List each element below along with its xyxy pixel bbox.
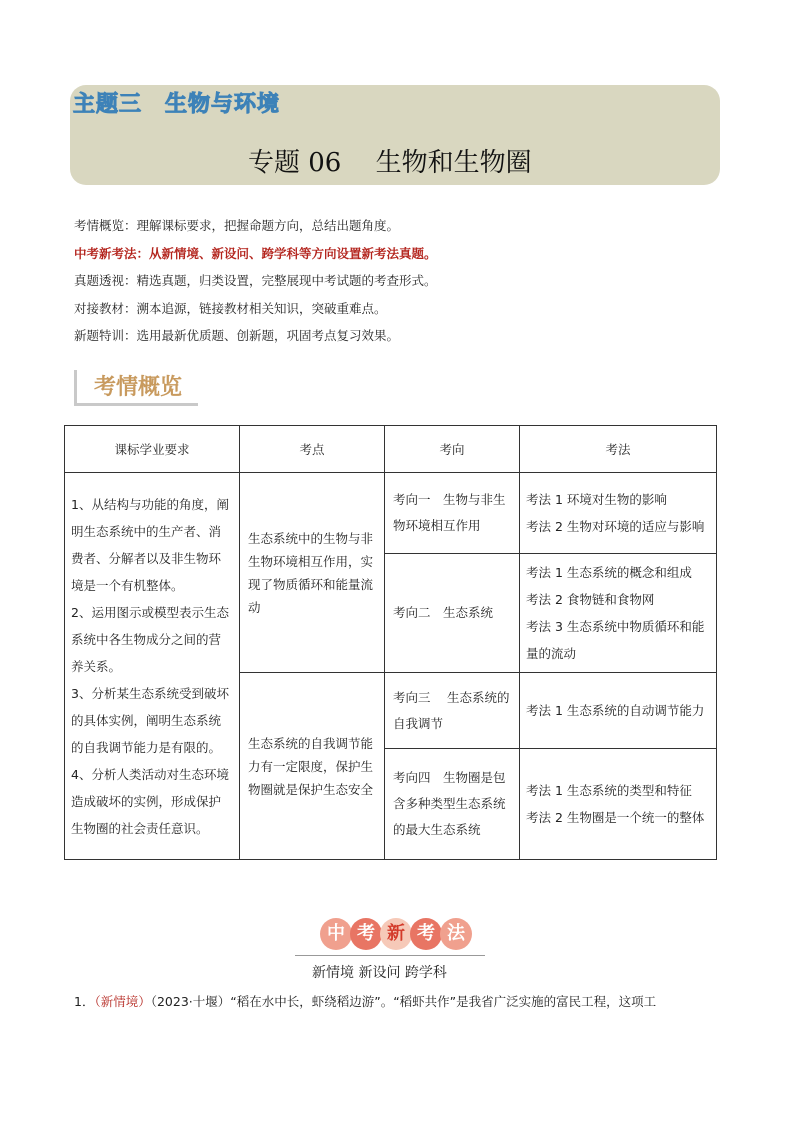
- requirements-text: [71, 491, 233, 842]
- overview-table: [64, 425, 717, 860]
- kaodian-cell: 生态系统中的生物与非生物环境相互作用，实现了物质循环和能量流动: [240, 473, 385, 673]
- requirements-cell: [65, 473, 240, 860]
- kaofa-item: 考法 2 生物圈是一个统一的整体: [526, 810, 705, 825]
- kaoxiang-cell: 考向一 生物与非生物环境相互作用: [385, 473, 520, 554]
- kaoxiang-cell: 考向二 生态系统: [385, 554, 520, 673]
- section-heading: [74, 368, 198, 406]
- intro-line: 对接教材：溯本追源，链接教材相关知识，突破重难点。: [74, 300, 387, 316]
- kaofa-item: 考法 1 环境对生物的影响: [526, 492, 667, 507]
- kaofa-item: 考法 2 生物对环境的适应与影响: [526, 519, 705, 534]
- kaofa-item: 考法 2 食物链和食物网: [526, 592, 655, 607]
- question-number: 1．: [74, 994, 95, 1009]
- kaofa-item: 考法 1 生态系统的概念和组成: [526, 565, 692, 580]
- badge-subtitle: 新情境 新设问 跨学科: [312, 965, 447, 981]
- kaofa-item: 考法 1 生态系统的类型和特征: [526, 783, 692, 798]
- badge-char: 考: [350, 918, 382, 950]
- intro-list: [74, 212, 437, 350]
- kaofa-cell: [520, 473, 717, 554]
- badge-char: 新: [380, 918, 412, 950]
- badge-divider: [295, 955, 485, 956]
- badge-char: 考: [410, 918, 442, 950]
- table-header: 考点: [240, 426, 385, 473]
- badge-char: 法: [440, 918, 472, 950]
- kaodian-cell: 生态系统的自我调节能力有一定限度，保护生物圈就是保护生态安全: [240, 673, 385, 860]
- requirement-item: 1、从结构与功能的角度，阐明生态系统中的生产者、消费者、分解者以及非生物环境是一个有机整体。: [71, 496, 229, 593]
- intro-line: 考情概览：理解课标要求，把握命题方向，总结出题角度。: [74, 218, 400, 233]
- table-header-row: [65, 426, 717, 473]
- kaofa-cell: [520, 554, 717, 673]
- table-row: [65, 473, 717, 554]
- section-heading-underline: [74, 403, 198, 406]
- requirement-item: 4、分析人类活动对生态环境造成破坏的实例，形成保护生物圈的社会责任意识。: [71, 766, 229, 836]
- question-text: （2023·十堰）“稻在水中长，虾绕稻边游”。“稻虾共作”是我省广泛实施的富民工程，这项工: [150, 994, 657, 1009]
- kaoxiang-cell: 考向三 生态系统的自我调节: [385, 673, 520, 749]
- question-1: [74, 992, 656, 1010]
- requirement-item: 2、运用图示或模型表示生态系统中各生物成分之间的营养关系。: [71, 604, 229, 674]
- section-heading-bar: [74, 370, 77, 406]
- table-header: 课标学业要求: [65, 426, 240, 473]
- theme-label: 主题三 生物与环境: [73, 92, 281, 117]
- question-tag: （新情境）: [94, 994, 151, 1009]
- badge-char: 中: [320, 918, 352, 950]
- intro-line-highlight: 中考新考法：从新情境、新设问、跨学科等方向设置新考法真题。: [74, 245, 437, 261]
- kaofa-cell: [520, 673, 717, 749]
- table-header: 考法: [520, 426, 717, 473]
- kaofa-cell: [520, 749, 717, 860]
- intro-line: 新题特训：选用最新优质题、创新题，巩固考点复习效果。: [74, 328, 400, 343]
- document-title: 专题 06 生物和生物圈: [248, 148, 532, 178]
- table-header: 考向: [385, 426, 520, 473]
- section-heading-text: 考情概览: [94, 375, 183, 400]
- kaoxiang-cell: 考向四 生物圈是包含多种类型生态系统的最大生态系统: [385, 749, 520, 860]
- requirement-item: 3、分析某生态系统受到破坏的具体实例，阐明生态系统的自我调节能力是有限的。: [71, 685, 229, 755]
- kaofa-item: 考法 3 生态系统中物质循环和能量的流动: [526, 619, 705, 661]
- intro-line: 真题透视：精选真题，归类设置，完整展现中考试题的考查形式。: [74, 273, 437, 288]
- kaofa-item: 考法 1 生态系统的自动调节能力: [526, 703, 705, 718]
